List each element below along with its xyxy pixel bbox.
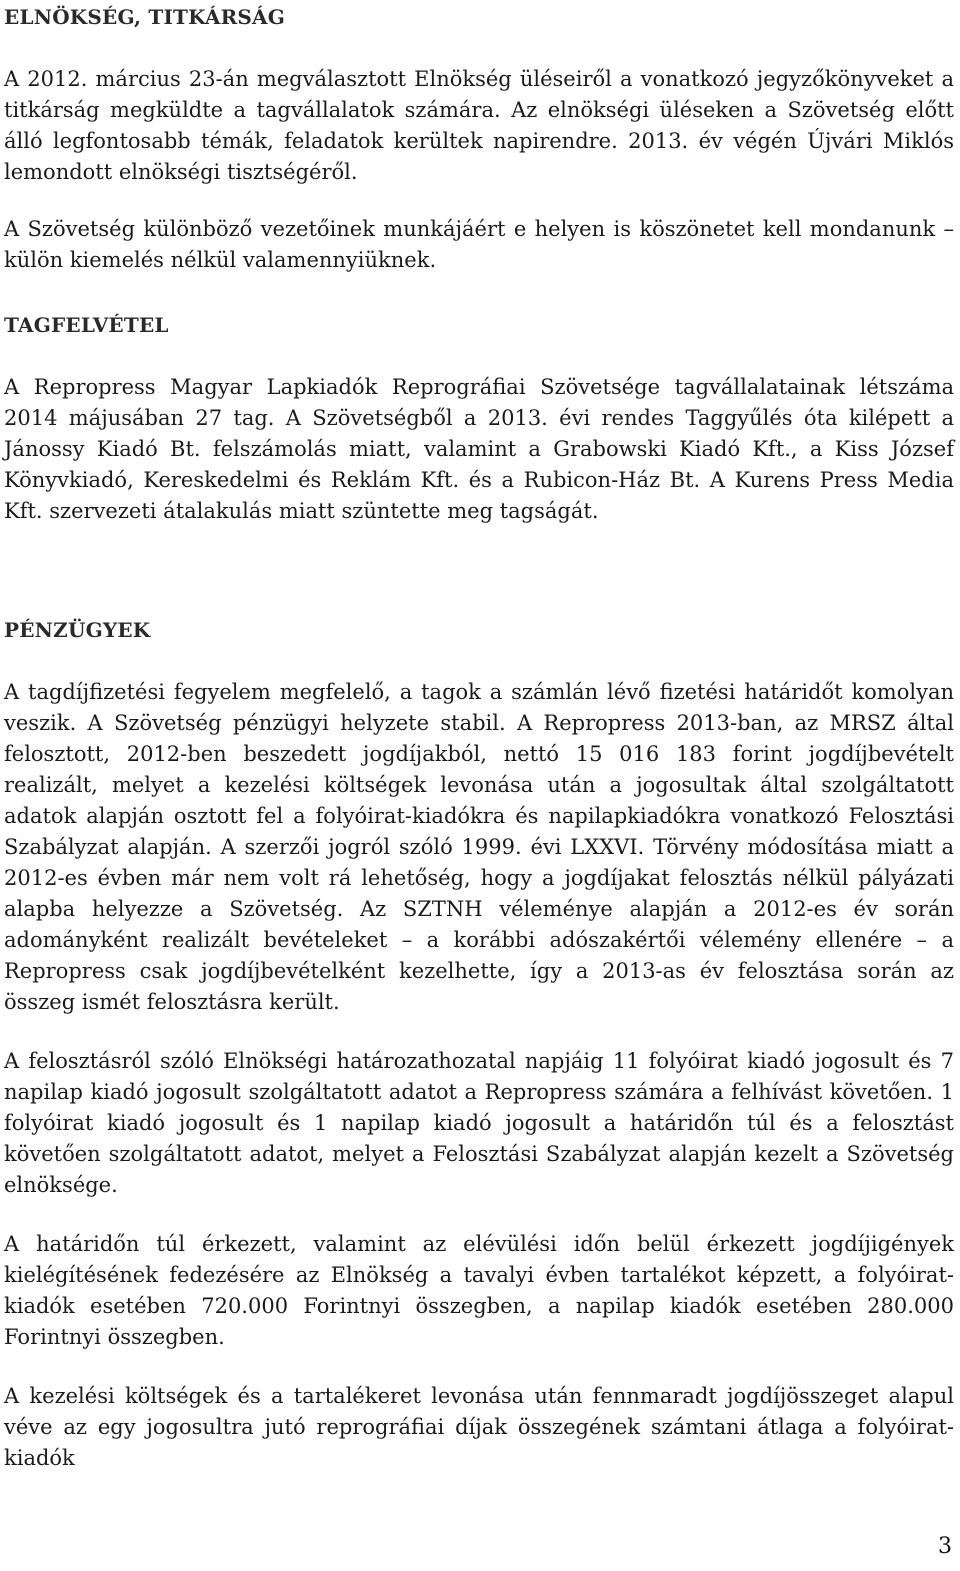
paragraph: A 2012. március 23-án megválasztott Elnökség üléseiről a vonatkozó jegyzőkönyveket a titkárság megküldte a tagvállalatok számára. Az elnökségi üléseken a Szövetség előtt álló legfontosabb témák, feladatok kerültek napirendre. 2013. év végén Újvári Miklós lemondott elnökségi tisztségéről. (4, 67, 954, 184)
page-number: 3 (938, 1534, 952, 1559)
paragraph: A tagdíjfizetési fegyelem megfelelő, a tagok a számlán lévő fizetési határidőt komolyan veszik. A Szövetség pénzügyi helyzete stabil. A Repropress 2013-ban, az MRSZ által felosztott, 2012-ben beszedett jogdíjakból, nettó 15 016 183 forint jogdíjbevételt realizált, melyet a kezelési költségek levonása után a jogosultak által szolgáltatott adatok alapján osztott fel a folyóirat-kiadókra és napilapkiadókra vonatkozó Felosztási Szabályzat alapján. A szerzői jogról szóló 1999. évi LXXVI. Törvény módosítása miatt a 2012-es évben már nem volt rá lehetőség, hogy a jogdíjakat felosztás nélkül pályázati alapba helyezze a Szövetség. Az SZTNH véleménye alapján a 2012-es év során adományként realizált bevételeket – a korábbi adószakértői vélemény ellenére – a Repropress csak jogdíjbevételként kezelhette, így a 2013-as év felosztása során az összeg ismét felosztásra került. (4, 680, 954, 1014)
paragraph: A határidőn túl érkezett, valamint az elévülési időn belül érkezett jogdíjigények kielégítésének fedezésére az Elnökség a tavalyi évben tartalékot képzett, a folyóirat-kiadók esetében 720.000 Forintnyi összegben, a napilap kiadók esetében 280.000 Forintnyi összegben. (4, 1232, 954, 1349)
section-heading-penzugyek: PÉNZÜGYEK (4, 618, 151, 642)
paragraph: A Repropress Magyar Lapkiadók Reprográfiai Szövetsége tagvállalatainak létszáma 2014 májusában 27 tag. A Szövetségből a 2013. évi rendes Taggyűlés óta kilépett a Jánossy Kiadó Bt. felszámolás miatt, valamint a Grabowski Kiadó Kft., a Kiss József Könyvkiadó, Kereskedelmi és Reklám Kft. és a Rubicon-Ház Bt. A Kurens Press Media Kft. szervezeti átalakulás miatt szüntette meg tagságát. (4, 375, 954, 523)
document-page (4, 0, 954, 1474)
section-heading-elnokseg: ELNÖKSÉG, TITKÁRSÁG (4, 5, 286, 29)
paragraph: A kezelési költségek és a tartalékeret levonása után fennmaradt jogdíjösszeget alapul véve az egy jogosultra jutó reprográfiai díjak összegének számtani átlaga a folyóirat-kiadók (4, 1384, 954, 1470)
paragraph: A felosztásról szóló Elnökségi határozathozatal napjáig 11 folyóirat kiadó jogosult és 7 napilap kiadó jogosult szolgáltatott adatot a Repropress számára a felhívást követően. 1 folyóirat kiadó jogosult és 1 napilap kiadó jogosult a határidőn túl és a felosztást követően szolgáltatott adatot, melyet a Felosztási Szabályzat alapján kezelt a Szövetség elnöksége. (4, 1049, 954, 1197)
paragraph: A Szövetség különböző vezetőinek munkájáért e helyen is köszönetet kell mondanunk – külön kiemelés nélkül valamennyiüknek. (4, 217, 954, 272)
section-heading-tagfelvetel: TAGFELVÉTEL (4, 313, 169, 337)
